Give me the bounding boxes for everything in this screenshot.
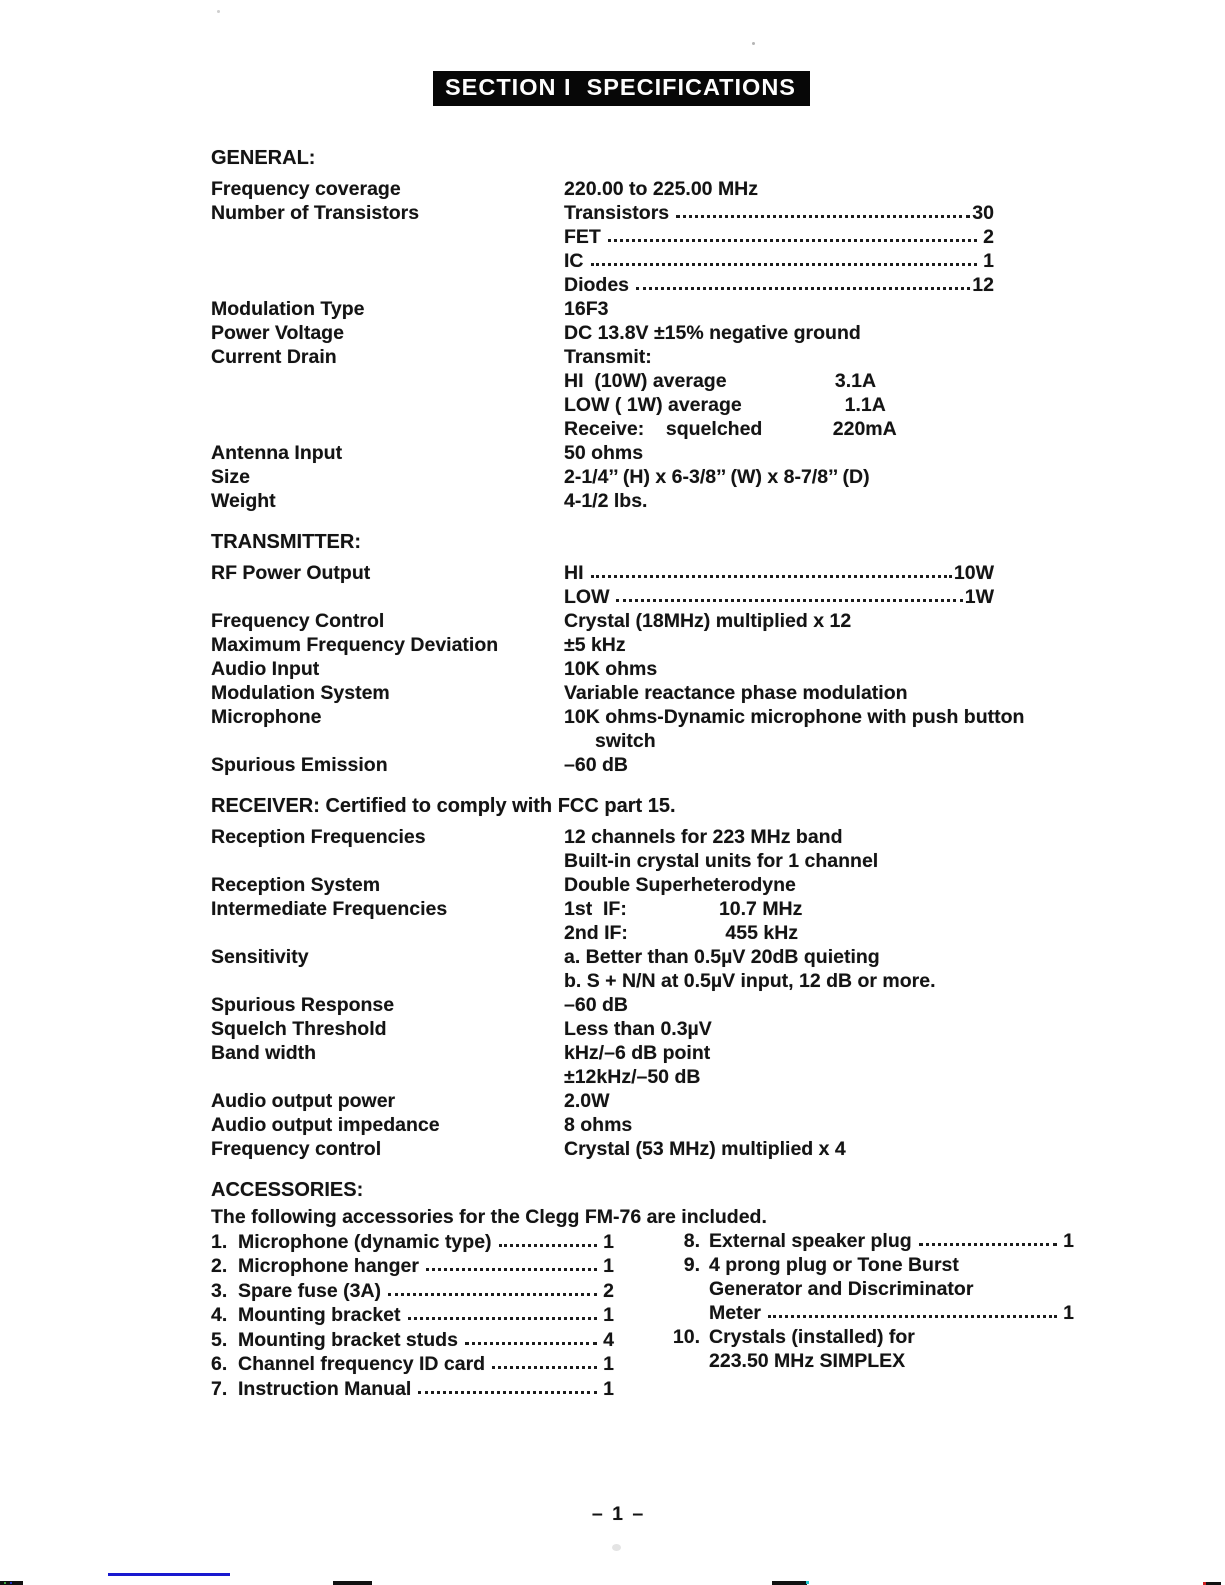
accessory-name: Microphone (dynamic type) bbox=[238, 1230, 492, 1253]
spec-value bbox=[564, 1113, 1171, 1137]
value-line: –60 dB bbox=[564, 994, 628, 1016]
spec-value bbox=[564, 297, 1171, 321]
spec-value bbox=[564, 465, 1171, 489]
spec-label: Power Voltage bbox=[211, 322, 344, 344]
value-line: ±5 kHz bbox=[564, 634, 626, 656]
accessory-item bbox=[666, 1229, 1074, 1253]
spec-value bbox=[564, 321, 1171, 345]
spec-row bbox=[211, 1089, 1171, 1113]
dot-leader bbox=[591, 575, 952, 578]
value-line: Crystal (18MHz) multiplied x 12 bbox=[564, 610, 852, 632]
scan-speck bbox=[806, 1581, 809, 1584]
spec-value bbox=[564, 1017, 1171, 1041]
dot-leader bbox=[418, 1391, 597, 1394]
dot-leader bbox=[919, 1243, 1057, 1246]
spec-value bbox=[564, 753, 1171, 777]
accessories-heading: ACCESSORIES: bbox=[211, 1179, 364, 1201]
accessories-right-column bbox=[666, 1229, 1074, 1401]
dot-leader bbox=[465, 1342, 597, 1345]
section-heading-label: GENERAL: bbox=[211, 147, 316, 169]
item-count: 2 bbox=[983, 226, 994, 248]
section-title: SECTION I SPECIFICATIONS bbox=[445, 74, 796, 100]
spec-row bbox=[211, 1113, 1171, 1137]
value-line: 16F3 bbox=[564, 298, 609, 320]
dot-leader bbox=[408, 1317, 597, 1320]
accessory-name: Mounting bracket bbox=[238, 1304, 401, 1326]
accessory-detail bbox=[709, 1253, 1074, 1325]
value-line: HI (10W) average 3.1A bbox=[564, 370, 877, 392]
value-line: Receive: squelched 220mA bbox=[564, 418, 897, 440]
section-heading-receiver bbox=[211, 794, 1171, 818]
spec-label: Intermediate Frequencies bbox=[211, 898, 448, 920]
spec-value bbox=[564, 825, 1171, 873]
scan-artifact-dash bbox=[772, 1581, 807, 1585]
accessory-detail bbox=[709, 1229, 1074, 1253]
spec-label: Frequency coverage bbox=[211, 178, 401, 200]
accessory-item bbox=[211, 1327, 614, 1352]
dotted-line bbox=[564, 585, 994, 609]
accessory-name: Instruction Manual bbox=[238, 1377, 412, 1400]
spec-value bbox=[564, 489, 1171, 513]
value-line: 220.00 to 225.00 MHz bbox=[564, 178, 759, 200]
dotted-line bbox=[564, 225, 994, 249]
spec-value bbox=[564, 345, 1171, 441]
value-line: Transmit: bbox=[564, 346, 652, 368]
dotted-line bbox=[564, 273, 994, 297]
section-transmitter bbox=[211, 530, 1171, 777]
accessory-number: 8. bbox=[683, 1230, 700, 1252]
spec-value bbox=[564, 897, 1171, 945]
value-line: LOW ( 1W) average 1.1A bbox=[564, 394, 886, 416]
item-count: 1 bbox=[1063, 1230, 1074, 1252]
spec-sections bbox=[211, 146, 1171, 1161]
dotted-line bbox=[564, 249, 994, 273]
dotted-line bbox=[709, 1229, 1074, 1253]
value-line: 12 channels for 223 MHz band bbox=[564, 826, 843, 848]
accessory-detail bbox=[709, 1325, 1074, 1373]
accessory-qty: 2 bbox=[603, 1279, 614, 1302]
spec-row bbox=[211, 945, 1171, 993]
value-line: 8 ohms bbox=[564, 1114, 633, 1136]
spec-value bbox=[564, 1137, 1171, 1161]
accessory-name: Channel frequency ID card bbox=[238, 1353, 486, 1375]
value-line: a. Better than 0.5µV 20dB quieting bbox=[564, 946, 880, 968]
spec-label: Current Drain bbox=[211, 346, 337, 368]
value-line: kHz/–6 dB point bbox=[564, 1042, 711, 1064]
accessory-number: 1. bbox=[211, 1230, 228, 1253]
accessory-qty: 1 bbox=[603, 1353, 614, 1375]
spec-row bbox=[211, 297, 1171, 321]
accessory-item bbox=[211, 1352, 614, 1377]
spec-row bbox=[211, 1137, 1171, 1161]
value-line: Generator and Discriminator bbox=[709, 1278, 974, 1300]
spec-row bbox=[211, 681, 1171, 705]
accessory-item bbox=[666, 1325, 1074, 1373]
dot-leader bbox=[616, 599, 962, 602]
spec-row bbox=[211, 177, 1171, 201]
dot-leader bbox=[499, 1244, 597, 1247]
accessory-name: Microphone hanger bbox=[238, 1255, 419, 1277]
accessory-qty: 4 bbox=[603, 1328, 614, 1351]
accessory-number: 7. bbox=[211, 1377, 228, 1400]
accessory-number: 4. bbox=[211, 1304, 228, 1326]
spec-row bbox=[211, 1017, 1171, 1041]
spec-label: Audio Input bbox=[211, 658, 320, 680]
accessory-number: 10. bbox=[672, 1326, 700, 1348]
value-line: switch bbox=[595, 730, 656, 752]
spec-label: Audio output impedance bbox=[211, 1114, 440, 1136]
spec-value bbox=[564, 177, 1171, 201]
spec-value bbox=[564, 633, 1171, 657]
value-line: 10K ohms bbox=[564, 658, 658, 680]
spec-row bbox=[211, 345, 1171, 441]
value-line: Crystal (53 MHz) multiplied x 4 bbox=[564, 1138, 846, 1160]
spec-value bbox=[564, 681, 1171, 705]
item-text: Meter bbox=[709, 1302, 762, 1324]
scan-artifact-blue-line bbox=[108, 1573, 230, 1576]
section-rows bbox=[211, 561, 1171, 777]
value-line: 4 prong plug or Tone Burst bbox=[709, 1254, 959, 1276]
spec-value bbox=[564, 945, 1171, 993]
item-text: Diodes bbox=[564, 274, 630, 296]
spec-row bbox=[211, 441, 1171, 465]
item-count: 30 bbox=[972, 202, 994, 224]
spec-label: Sensitivity bbox=[211, 946, 309, 968]
value-line: 223.50 MHz SIMPLEX bbox=[709, 1350, 906, 1372]
spec-row bbox=[211, 609, 1171, 633]
scan-speck bbox=[10, 1582, 12, 1584]
spec-value bbox=[564, 441, 1171, 465]
accessory-item bbox=[211, 1254, 614, 1279]
spec-row bbox=[211, 825, 1171, 873]
spec-row bbox=[211, 201, 1171, 297]
value-line: 1st IF: 10.7 MHz bbox=[564, 898, 803, 920]
spec-value bbox=[564, 993, 1171, 1017]
dot-leader bbox=[676, 215, 970, 218]
accessory-item bbox=[211, 1229, 614, 1254]
dot-leader bbox=[636, 287, 970, 290]
spec-row bbox=[211, 321, 1171, 345]
spec-label: RF Power Output bbox=[211, 562, 371, 584]
spec-row bbox=[211, 1041, 1171, 1089]
dotted-line bbox=[564, 201, 994, 225]
spec-row bbox=[211, 873, 1171, 897]
section-heading-general bbox=[211, 146, 1171, 170]
dot-leader bbox=[388, 1293, 597, 1296]
scan-artifact-dash bbox=[333, 1581, 372, 1585]
item-count: 1W bbox=[964, 586, 994, 608]
value-line: –60 dB bbox=[564, 754, 628, 776]
spec-value bbox=[564, 201, 1171, 297]
spec-value bbox=[564, 705, 1171, 753]
value-line: ±12kHz/–50 dB bbox=[564, 1066, 701, 1088]
accessory-number: 2. bbox=[211, 1255, 228, 1277]
value-line: Built-in crystal units for 1 channel bbox=[564, 850, 879, 872]
spec-value bbox=[564, 657, 1171, 681]
value-line: Less than 0.3µV bbox=[564, 1018, 712, 1040]
spec-label: Frequency Control bbox=[211, 610, 385, 632]
spec-label: Weight bbox=[211, 490, 276, 512]
spec-value bbox=[564, 609, 1171, 633]
value-line: DC 13.8V ±15% negative ground bbox=[564, 322, 861, 344]
dot-leader bbox=[608, 239, 977, 242]
dot-leader bbox=[492, 1366, 597, 1369]
scan-speck bbox=[217, 10, 220, 13]
value-line: Crystals (installed) for bbox=[709, 1326, 915, 1348]
dot-leader bbox=[591, 263, 978, 266]
accessory-qty: 1 bbox=[603, 1255, 614, 1277]
accessory-qty: 1 bbox=[603, 1377, 614, 1400]
scan-smudge bbox=[612, 1544, 621, 1551]
accessories-section bbox=[211, 1178, 1171, 1401]
spec-label: Microphone bbox=[211, 706, 322, 728]
value-line: Double Superheterodyne bbox=[564, 874, 796, 896]
spec-label: Spurious Response bbox=[211, 994, 395, 1016]
spec-row bbox=[211, 705, 1171, 753]
item-count: 12 bbox=[972, 274, 994, 296]
item-text: LOW bbox=[564, 586, 610, 608]
spec-label: Number of Transistors bbox=[211, 202, 420, 224]
item-text: HI bbox=[564, 562, 584, 584]
value-line: Variable reactance phase modulation bbox=[564, 682, 908, 704]
page-number: – 1 – bbox=[591, 1503, 646, 1525]
spec-label: Reception System bbox=[211, 874, 381, 896]
value-line: 4-1/2 lbs. bbox=[564, 490, 648, 512]
scan-speck bbox=[4, 1582, 6, 1584]
accessory-qty: 1 bbox=[603, 1230, 614, 1253]
section-heading-label: RECEIVER: bbox=[211, 795, 320, 817]
spec-row bbox=[211, 489, 1171, 513]
dotted-line bbox=[564, 561, 994, 585]
spec-row bbox=[211, 657, 1171, 681]
item-text: External speaker plug bbox=[709, 1230, 912, 1252]
accessory-item bbox=[211, 1303, 614, 1328]
section-receiver bbox=[211, 794, 1171, 1161]
section-general bbox=[211, 146, 1171, 513]
value-line: 2nd IF: 455 kHz bbox=[564, 922, 799, 944]
accessory-item bbox=[666, 1253, 1074, 1325]
accessory-name: Spare fuse (3A) bbox=[238, 1279, 382, 1302]
section-heading-transmitter bbox=[211, 530, 1171, 554]
spec-row bbox=[211, 993, 1171, 1017]
section-title-banner bbox=[433, 71, 810, 106]
accessory-item bbox=[211, 1278, 614, 1303]
accessories-intro: The following accessories for the Clegg FM-76 are included. bbox=[211, 1206, 767, 1228]
spec-label: Audio output power bbox=[211, 1090, 396, 1112]
spec-value bbox=[564, 1089, 1171, 1113]
spec-label: Reception Frequencies bbox=[211, 826, 426, 848]
item-text: IC bbox=[564, 250, 584, 272]
value-line: 50 ohms bbox=[564, 442, 644, 464]
value-line: 2.0W bbox=[564, 1090, 610, 1112]
spec-label: Modulation Type bbox=[211, 298, 365, 320]
value-line: 2-1/4’’ (H) x 6-3/8’’ (W) x 8-7/8’’ (D) bbox=[564, 466, 870, 488]
value-line: b. S + N/N at 0.5µV input, 12 dB or more. bbox=[564, 970, 936, 992]
dot-leader bbox=[426, 1268, 597, 1271]
item-count: 1 bbox=[983, 250, 994, 272]
accessory-name: Mounting bracket studs bbox=[238, 1328, 458, 1351]
accessory-item bbox=[211, 1376, 614, 1401]
spec-label: Antenna Input bbox=[211, 442, 343, 464]
section-rows bbox=[211, 177, 1171, 513]
accessory-number: 9. bbox=[683, 1254, 700, 1276]
accessory-number: 5. bbox=[211, 1328, 228, 1351]
spec-label: Frequency control bbox=[211, 1138, 382, 1160]
item-text: Transistors bbox=[564, 202, 670, 224]
spec-value bbox=[564, 1041, 1171, 1089]
item-count: 10W bbox=[953, 562, 994, 584]
accessory-qty: 1 bbox=[603, 1304, 614, 1326]
dot-leader bbox=[768, 1315, 1057, 1318]
section-heading-label: TRANSMITTER: bbox=[211, 531, 361, 553]
dotted-line bbox=[709, 1301, 1074, 1325]
spec-label: Size bbox=[211, 466, 251, 488]
specifications-content bbox=[211, 146, 1171, 1401]
spec-label: Squelch Threshold bbox=[211, 1018, 387, 1040]
spec-row bbox=[211, 561, 1171, 609]
spec-row bbox=[211, 897, 1171, 945]
scan-speck bbox=[752, 42, 755, 45]
accessories-list bbox=[211, 1229, 1171, 1401]
spec-row bbox=[211, 753, 1171, 777]
accessory-number: 3. bbox=[211, 1279, 228, 1302]
spec-label: Band width bbox=[211, 1042, 317, 1064]
spec-row bbox=[211, 465, 1171, 489]
item-count: 1 bbox=[1063, 1302, 1074, 1324]
item-text: FET bbox=[564, 226, 601, 248]
section-rows bbox=[211, 825, 1171, 1161]
section-heading-suffix: Certified to comply with FCC part 15. bbox=[319, 795, 676, 817]
accessories-left-column bbox=[211, 1229, 614, 1401]
spec-value bbox=[564, 873, 1171, 897]
spec-label: Maximum Frequency Deviation bbox=[211, 634, 499, 656]
spec-label: Spurious Emission bbox=[211, 754, 388, 776]
spec-value bbox=[564, 561, 1171, 609]
spec-label: Modulation System bbox=[211, 682, 390, 704]
spec-row bbox=[211, 633, 1171, 657]
accessory-number: 6. bbox=[211, 1353, 228, 1375]
value-line: 10K ohms-Dynamic microphone with push button bbox=[564, 706, 1025, 728]
